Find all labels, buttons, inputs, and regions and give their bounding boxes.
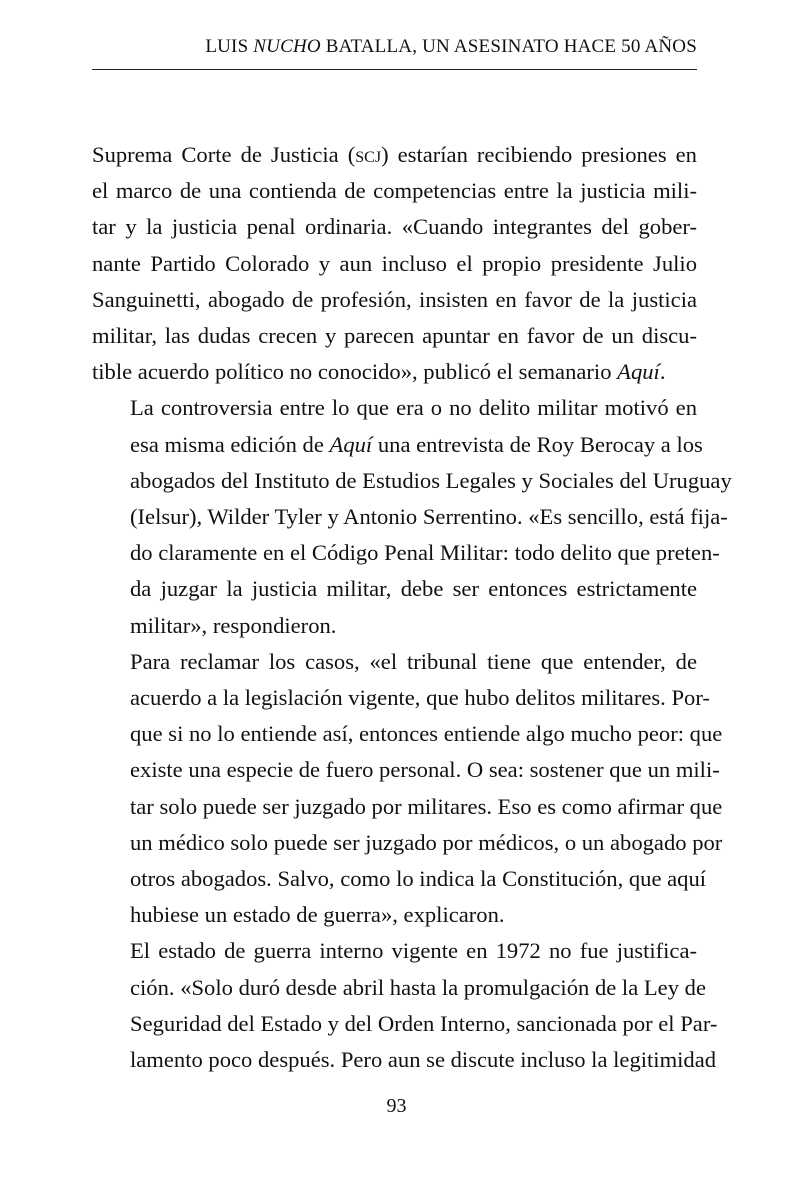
acronym: scj (355, 142, 382, 167)
italic-title: Aquí (329, 431, 373, 457)
text-line: da juzgar la justicia militar, debe ser entonces estrictamente (130, 576, 697, 602)
running-header (205, 36, 697, 58)
paragraph (92, 933, 718, 1078)
text-line: La controversia entre lo que era o no delito militar motivó en (130, 395, 697, 421)
text-line: el marco de una contienda de competencias entre la justicia mili- (92, 178, 697, 204)
paragraph (92, 137, 697, 390)
text-line: (Ielsur), Wilder Tyler y Antonio Serrentino. «Es sencillo, está fija- (130, 504, 728, 530)
text-line: otros abogados. Salvo, como lo indica la Constitución, que aquí (130, 866, 707, 892)
page-number: 93 (386, 1095, 407, 1117)
text-line: un médico solo puede ser juzgado por médicos, o un abogado por (130, 829, 723, 855)
text-line: Para reclamar los casos, «el tribunal tiene que entender, de (130, 648, 697, 674)
text-line: Suprema Corte de Justicia (scj) estarían recibiendo presiones en (92, 142, 697, 167)
text-line: esa misma edición de Aquí una entrevista de Roy Berocay a los (130, 431, 703, 457)
text-line: tar solo puede ser juzgado por militares. Eso es como afirmar que (130, 793, 723, 819)
text-line: militar, las dudas crecen y parecen apuntar en favor de un discu- (92, 323, 697, 349)
header-rule (92, 69, 697, 70)
text-line: ción. «Solo duró desde abril hasta la promulgación de la Ley de (130, 974, 706, 1000)
text-line: militar», respondieron. (130, 612, 337, 638)
header-author-nickname: NUCHO (253, 36, 321, 57)
body-text (92, 137, 732, 1078)
text-line: lamento poco después. Pero aun se discute incluso la legitimidad (130, 1047, 717, 1073)
text-line: tar y la justicia penal ordinaria. «Cuando integrantes del gober- (92, 214, 697, 240)
text-line: hubiese un estado de guerra», explicaron. (130, 902, 505, 928)
text-line: abogados del Instituto de Estudios Legales y Sociales del Uruguay (130, 467, 732, 493)
text-line: que si no lo entiende así, entonces entiende algo mucho peor: que (130, 721, 723, 747)
text-line: do claramente en el Código Penal Militar: todo delito que preten- (130, 540, 720, 566)
text-line: acuerdo a la legislación vigente, que hubo delitos militares. Por- (130, 685, 710, 711)
header-title-rest: BATALLA, UN ASESINATO HACE 50 AÑOS (320, 36, 697, 57)
text-line: nante Partido Colorado y aun incluso el propio presidente Julio (92, 250, 697, 276)
text-line: El estado de guerra interno vigente en 1972 no fue justifica- (130, 938, 697, 964)
text-line: tible acuerdo político no conocido», publicó el semanario Aquí. (92, 359, 666, 385)
paragraph (92, 390, 732, 643)
paragraph (92, 644, 723, 934)
text-line: existe una especie de fuero personal. O sea: sostener que un mili- (130, 757, 720, 783)
italic-title: Aquí (617, 359, 660, 385)
text-line: Sanguinetti, abogado de profesión, insisten en favor de la justicia (92, 286, 697, 312)
header-author-prefix: LUIS (205, 36, 254, 57)
text-line: Seguridad del Estado y del Orden Interno, sancionada por el Par- (130, 1010, 718, 1036)
